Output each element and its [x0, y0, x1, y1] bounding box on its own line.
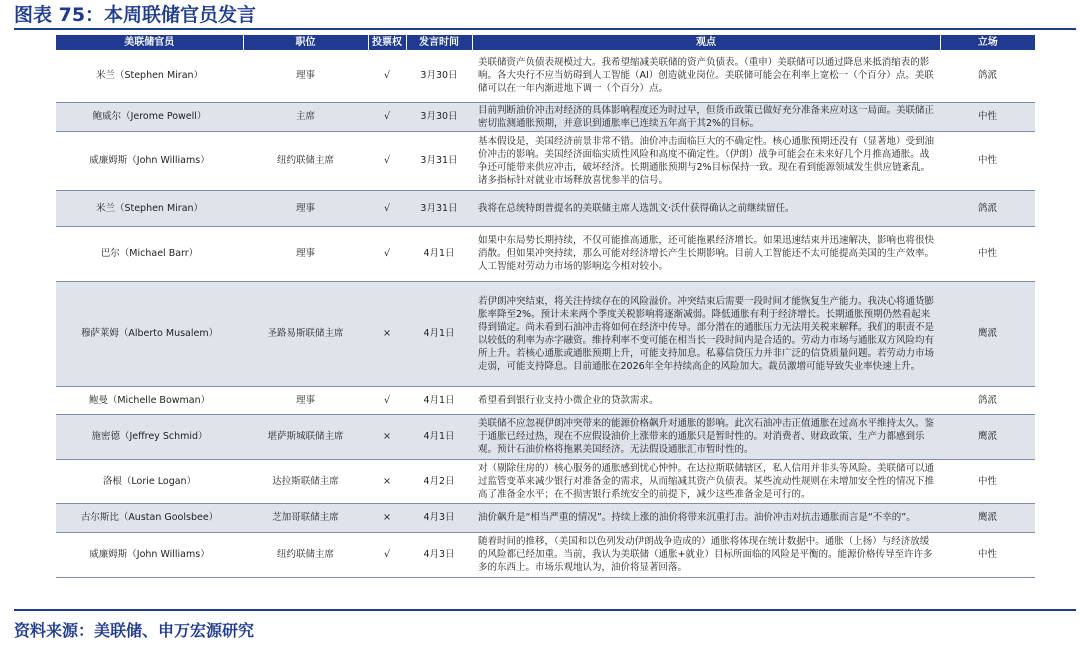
official-name: 古尔斯比（Austan Goolsbee）: [56, 503, 243, 532]
header-view: 观点: [472, 35, 940, 50]
position: 主席: [243, 102, 368, 131]
vote: √: [368, 50, 406, 102]
stance: 鹰派: [940, 503, 1035, 532]
figure-title: 图表 75：本周联储官员发言: [14, 4, 257, 26]
vote: √: [368, 102, 406, 131]
date: 4月1日: [406, 386, 472, 414]
title-rule: [14, 28, 1076, 30]
header-stance: 立场: [940, 35, 1035, 50]
stance: 中性: [940, 102, 1035, 131]
table-row: [56, 226, 1035, 281]
view: 如果中东局势长期持续，不仅可能推高通胀，还可能拖累经济增长。如果迅速结束并迅速解决，影响也将很快消散。但如果冲突持续，那么可能对经济增长产生长期影响。目前人工智能还不太可能提高美国的生产效率。人工智能对劳动力市场的影响迄今相对较小。: [472, 226, 940, 281]
official-name: 威廉姆斯（John Williams）: [56, 131, 243, 190]
view: 对（剔除住房的）核心服务的通胀感到忧心忡忡。在达拉斯联储辖区，私人信用并非头等风险。美联储可以通过监管变革来减少银行对准备金的需求，从而缩减其资产负债表。某些流动性规则在未增加安全性的情况下推高了准备金水平；在不损害银行系统安全的前提下，减少这些准备金是可行的。: [472, 459, 940, 503]
stance: 鹰派: [940, 414, 1035, 459]
view: 美联储资产负债表规模过大。我希望缩减美联储的资产负债表。（重申）美联储可以通过降息来抵消缩表的影响。各大央行不应当妨碍到人工智能（AI）创造就业岗位。美联储可能会在利率上宽松一（个百分）点。美联储可以在一年内渐进地下调一（个百分）点。: [472, 50, 940, 102]
table-row: [56, 281, 1035, 386]
vote: ×: [368, 414, 406, 459]
date: 4月3日: [406, 503, 472, 532]
official-name: 米兰（Stephen Miran）: [56, 190, 243, 226]
date: 4月1日: [406, 414, 472, 459]
table-row: [56, 386, 1035, 414]
vote: √: [368, 190, 406, 226]
official-name: 鲍威尔（Jerome Powell）: [56, 102, 243, 131]
date: 4月1日: [406, 281, 472, 386]
date: 3月31日: [406, 190, 472, 226]
date: 4月1日: [406, 226, 472, 281]
official-name: 米兰（Stephen Miran）: [56, 50, 243, 102]
official-name: 穆萨莱姆（Alberto Musalem）: [56, 281, 243, 386]
vote: √: [368, 386, 406, 414]
view: 随着时间的推移，（美国和以色列发动伊朗战争造成的）通胀将体现在统计数据中。通胀（上扬）与经济放缓的风险都已经加重。当前，我认为美联储（通胀+就业）目标所面临的风险是平衡的。能源价格传导至许许多多的东西上。市场乐观地认为，油价将显著回落。: [472, 532, 940, 577]
vote: ×: [368, 459, 406, 503]
table-row: [56, 532, 1035, 577]
view: 我将在总统特朗普提名的美联储主席人选凯文·沃什获得确认之前继续留任。: [472, 190, 940, 226]
table-row: [56, 131, 1035, 190]
view: 基本假设是，美国经济前景非常不错。油价冲击面临巨大的不确定性。核心通胀预期还没有（显著地）受到油价冲击的影响。美国经济面临实质性风险和高度不确定性。（伊朗）战争可能会在未来好几个月推高通胀。战争还可能带来供应冲击，破坏经济。长期通胀预期与2%目标保持一致。现在看到能源领域发生供应链紊乱。诸多指标针对就业市场释放喜忧参半的信号。: [472, 131, 940, 190]
view: 油价飙升是“相当严重的情况”。持续上涨的油价将带来沉重打击。油价冲击对抗击通胀而言是“不幸的”。: [472, 503, 940, 532]
table-row: [56, 50, 1035, 102]
date: 3月30日: [406, 50, 472, 102]
official-name: 威廉姆斯（John Williams）: [56, 532, 243, 577]
position: 堪萨斯城联储主席: [243, 414, 368, 459]
position: 达拉斯联储主席: [243, 459, 368, 503]
stance: 鸽派: [940, 50, 1035, 102]
stance: 中性: [940, 459, 1035, 503]
vote: √: [368, 226, 406, 281]
position: 芝加哥联储主席: [243, 503, 368, 532]
vote: √: [368, 532, 406, 577]
stance: 中性: [940, 226, 1035, 281]
position: 理事: [243, 50, 368, 102]
stance: 中性: [940, 532, 1035, 577]
header-official: 美联储官员: [56, 35, 243, 50]
date: 3月31日: [406, 131, 472, 190]
view: 希望看到银行业支持小微企业的贷款需求。: [472, 386, 940, 414]
stance: 鸽派: [940, 386, 1035, 414]
table-header-row: [56, 35, 1035, 50]
stance: 中性: [940, 131, 1035, 190]
header-position: 职位: [243, 35, 368, 50]
source-note: 资料来源：美联储、申万宏源研究: [14, 621, 255, 640]
position: 理事: [243, 386, 368, 414]
header-vote: 投票权: [368, 35, 406, 50]
date: 4月2日: [406, 459, 472, 503]
table-row: [56, 459, 1035, 503]
vote: √: [368, 131, 406, 190]
table-row: [56, 190, 1035, 226]
stance: 鹰派: [940, 281, 1035, 386]
table-row: [56, 503, 1035, 532]
view: 目前判断油价冲击对经济的具体影响程度还为时过早，但货币政策已做好充分准备来应对这一局面。美联储正密切监测通胀预期，并意识到通胀率已连续五年高于其2%的目标。: [472, 102, 940, 131]
table-row: [56, 102, 1035, 131]
fed-speeches-table: [56, 35, 1035, 578]
position: 纽约联储主席: [243, 532, 368, 577]
source-rule: [14, 609, 1076, 611]
vote: ×: [368, 281, 406, 386]
table-row: [56, 414, 1035, 459]
date: 3月30日: [406, 102, 472, 131]
date: 4月3日: [406, 532, 472, 577]
vote: ×: [368, 503, 406, 532]
header-date: 发言时间: [406, 35, 472, 50]
view: 若伊朗冲突结束，将关注持续存在的风险溢价。冲突结束后需要一段时间才能恢复生产能力。我决心将通货膨胀率降至2%。预计未来两个季度关税影响将逐渐减弱。降低通胀有利于经济增长。长期通胀预期仍然看起来得到锚定。尚未看到石油冲击将如何在经济中传导。部分潜在的通胀压力无法用关税来解释。我们的职责不是以较低的利率为赤字融资。维持利率不变可能在相当长一段时间内是合适的。劳动力市场与通胀双方风险均有所上升。若核心通胀或通胀预期上升，可能支持加息。私募信贷压力并非广泛的信贷质量问题。若劳动力市场走弱，可能支持降息。目前通胀在2026年全年持续高企的风险加大。裁员激增可能导致失业率快速上升。: [472, 281, 940, 386]
position: 圣路易斯联储主席: [243, 281, 368, 386]
position: 纽约联储主席: [243, 131, 368, 190]
position: 理事: [243, 226, 368, 281]
view: 美联储不应忽视伊朗冲突带来的能源价格飙升对通胀的影响。此次石油冲击正值通胀在过高水平维持太久。鉴于通胀已经过热，现在不应假设油价上涨带来的通胀只是暂时性的。对消费者、财政政策、生产力都感到乐观。预计石油价格将拖累美国经济。无法假设通胀汇市暂时性的。: [472, 414, 940, 459]
position: 理事: [243, 190, 368, 226]
stance: 鸽派: [940, 190, 1035, 226]
official-name: 巴尔（Michael Barr）: [56, 226, 243, 281]
official-name: 洛根（Lorie Logan）: [56, 459, 243, 503]
official-name: 鲍曼（Michelle Bowman）: [56, 386, 243, 414]
official-name: 施密德（Jeffrey Schmid）: [56, 414, 243, 459]
